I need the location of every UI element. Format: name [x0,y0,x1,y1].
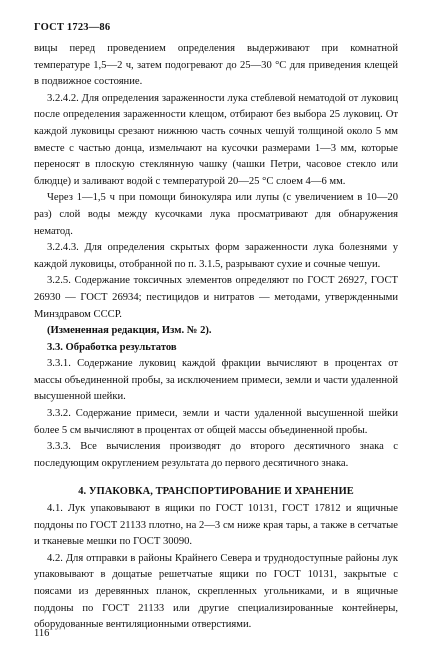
paragraph-3-3-3: 3.3.3. Все вычисления производят до второго десятичного знака с последующим округлением результата до первого десятичного знака. [34,441,398,469]
paragraph-3-2-4-2: 3.2.4.2. Для определения зараженности лука стеблевой нематодой от луковиц после определения зараженности клещом, отбирают без выбора 25 луковиц. От каждой луковицы срезают нижнюю часть сочных чешуй толщиной около 5 мм вместе с частью донца, измельчают на кусочки размерами 1—3 мм, которые переносят в плоскую стеклянную чашку (чашки Петри, часовое стекло или блюдце) и заливают водой с температурой 20—25 °С слоем 4—6 мм. [34,92,398,187]
document-body [34,41,398,634]
paragraph-3-2-5: 3.2.5. Содержание токсичных элементов определяют по ГОСТ 26927, ГОСТ 26930 — ГОСТ 26934; пестицидов и нитратов — методами, утвержденными Минздравом СССР. [34,275,398,320]
paragraph-3-3-2: 3.3.2. Содержание примеси, земли и части удаленной высушенной шейки более 5 см вычисляют в процентах от общей массы объединенной пробы. [34,408,398,436]
amendment-note: (Измененная редакция, Изм. № 2). [47,325,212,337]
page-number: 116 [34,628,50,639]
subsection-heading-3-3: 3.3. Обработка результатов [47,341,177,353]
paragraph-nematode-inspection: Через 1—1,5 ч при помощи бинокуляра или лупы (с увеличением в 10—20 раз) слой воды между кусочками лука просматривают для обнаружения нематод. [34,192,398,237]
document-page [34,0,398,661]
paragraph-continuation: вицы перед проведением определения выдерживают при комнатной температуре 1,5—2 ч, затем подогревают до 25—30 °С для приведения клещей в подвижное состояние. [34,43,398,88]
paragraph-4-1: 4.1. Лук упаковывают в ящики по ГОСТ 10131, ГОСТ 17812 и ящичные поддоны по ГОСТ 21133 плотно, на 2—3 см ниже края тары, а также в сетчатые и тканевые мешки по ГОСТ 30090. [34,503,398,548]
running-header: ГОСТ 1723—86 [34,22,111,33]
paragraph-3-2-4-3: 3.2.4.3. Для определения скрытых форм зараженности лука болезнями у каждой луковицы, отобранной по п. 3.1.5, разрывают сухие и сочные чешуи. [34,242,398,270]
section-heading-4: 4. УПАКОВКА, ТРАНСПОРТИРОВАНИЕ И ХРАНЕНИЕ [78,486,354,498]
paragraph-3-3-1: 3.3.1. Содержание луковиц каждой фракции вычисляют в процентах от массы объединенной пробы, за исключением примеси, земли и части удаленной высушенной шейки. [34,358,398,403]
paragraph-4-2: 4.2. Для отправки в районы Крайнего Севера и труднодоступные районы лук упаковывают в дощатые решетчатые ящики по ГОСТ 10131, закрытые с поясами из деревянных планок, скрепленных угольниками, и в ящичные поддоны по ГОСТ 21133 или другие специализированные контейнеры, оборудованные вентиляционными отверстиями. [34,552,398,631]
